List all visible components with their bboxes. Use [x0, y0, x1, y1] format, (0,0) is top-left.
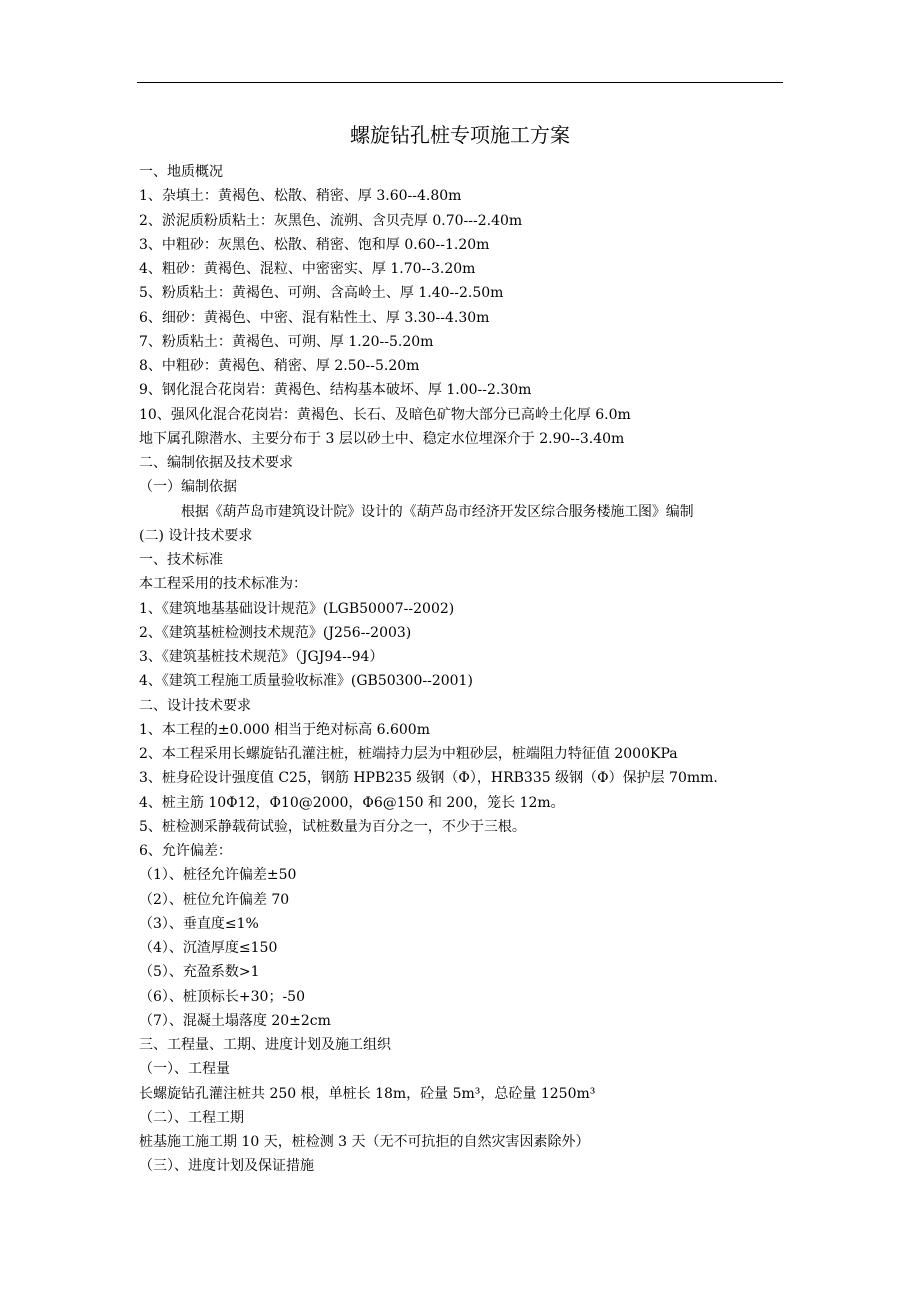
- text-line: 长螺旋钻孔灌注桩共 250 根，单桩长 18m，砼量 5m³，总砼量 1250m³: [139, 1085, 596, 1102]
- text-line: 一、技术标准: [139, 552, 223, 568]
- header-rule: [137, 82, 783, 83]
- text-line: 1、本工程的±0.000 相当于绝对标高 6.600m: [139, 721, 430, 738]
- text-line: （7）、混凝土塌落度 20±2cm: [139, 1012, 331, 1029]
- text-line: 根据《葫芦岛市建筑设计院》设计的《葫芦岛市经济开发区综合服务楼施工图》编制: [181, 503, 694, 520]
- text-line: 4、《建筑工程施工质量验收标准》(GB50300--2001): [139, 673, 473, 690]
- text-line: 一、地质概况: [139, 164, 223, 180]
- text-line: （4）、沉渣厚度≤150: [139, 940, 278, 956]
- text-line: 桩基施工施工期 10 天，桩检测 3 天（无不可抗拒的自然灾害因素除外）: [139, 1134, 590, 1150]
- text-line: 7、粉质粘土：黄褐色、可朔、厚 1.20--5.20m: [139, 333, 434, 350]
- text-line: 二、设计技术要求: [139, 697, 251, 714]
- text-line: 5、桩检测采静载荷试验，试桩数量为百分之一，不少于三根。: [139, 818, 526, 835]
- text-line: 5、粉质粘土：黄褐色、可朔、含高岭土、厚 1.40--2.50m: [139, 285, 504, 302]
- text-line: 3、《建筑基桩技术规范》（JGJ94--94）: [139, 649, 384, 665]
- text-line: （二）、工程工期: [139, 1109, 244, 1126]
- text-line: 2、本工程采用长螺旋钻孔灌注桩，桩端持力层为中粗砂层，桩端阻力特征值 2000KPa: [139, 746, 678, 762]
- text-line: （5）、充盈系数>1: [139, 964, 260, 981]
- document-body: [139, 160, 789, 1179]
- text-line: 4、粗砂：黄褐色、混粒、中密密实、厚 1.70--3.20m: [139, 261, 476, 277]
- text-line: （1）、桩径允许偏差±50: [139, 867, 297, 884]
- text-line: 4、桩主筋 10Φ12，Φ10@2000，Φ6@150 和 200，笼长 12m。: [139, 794, 565, 811]
- text-line: 2、淤泥质粉质粘土：灰黑色、流朔、含贝壳厚 0.70---2.40m: [139, 212, 523, 229]
- text-line: 10、强风化混合花岗岩：黄褐色、长石、及暗色矿物大部分已高岭土化厚 6.0m: [139, 406, 631, 423]
- text-line: 6、细砂：黄褐色、中密、混有粘性土、厚 3.30--4.30m: [139, 309, 490, 326]
- document-title: 螺旋钻孔桩专项施工方案: [350, 123, 570, 147]
- text-line: (二) 设计技术要求: [139, 527, 253, 544]
- text-line: 1、杂填土：黄褐色、松散、稍密、厚 3.60--4.80m: [139, 188, 462, 205]
- text-line: 三、工程量、工期、进度计划及施工组织: [139, 1037, 391, 1053]
- text-line: 3、中粗砂：灰黑色、松散、稍密、饱和厚 0.60--1.20m: [139, 236, 490, 253]
- text-line: （三）、进度计划及保证措施: [139, 1158, 314, 1175]
- text-line: （一）编制依据: [139, 479, 237, 496]
- text-line: （3）、垂直度≤1%: [139, 915, 259, 932]
- text-line: （2）、桩位允许偏差 70: [139, 891, 290, 908]
- text-line: 1、《建筑地基基础设计规范》(LGB50007--2002): [139, 600, 455, 617]
- text-line: （6）、桩顶标长+30；-50: [139, 988, 305, 1005]
- text-line: 8、中粗砂：黄褐色、稍密、厚 2.50--5.20m: [139, 358, 420, 374]
- text-line: 3、桩身砼设计强度值 C25，钢筋 HPB235 级钢（Φ），HRB335 级钢（Φ）保护层 70mm.: [139, 770, 718, 787]
- text-line: 2、《建筑基桩检测技术规范》(J256--2003): [139, 624, 412, 641]
- text-line: （一）、工程量: [139, 1061, 230, 1078]
- text-line: 本工程采用的技术标准为：: [139, 576, 307, 593]
- text-line: 地下属孔隙潜水、主要分布于 3 层以砂土中、稳定水位埋深介于 2.90--3.40m: [139, 430, 625, 447]
- text-line: 6、允许偏差：: [139, 843, 232, 859]
- text-line: 二、编制依据及技术要求: [139, 455, 293, 471]
- text-line: 9、钢化混合花岗岩：黄褐色、结构基本破坏、厚 1.00--2.30m: [139, 382, 532, 399]
